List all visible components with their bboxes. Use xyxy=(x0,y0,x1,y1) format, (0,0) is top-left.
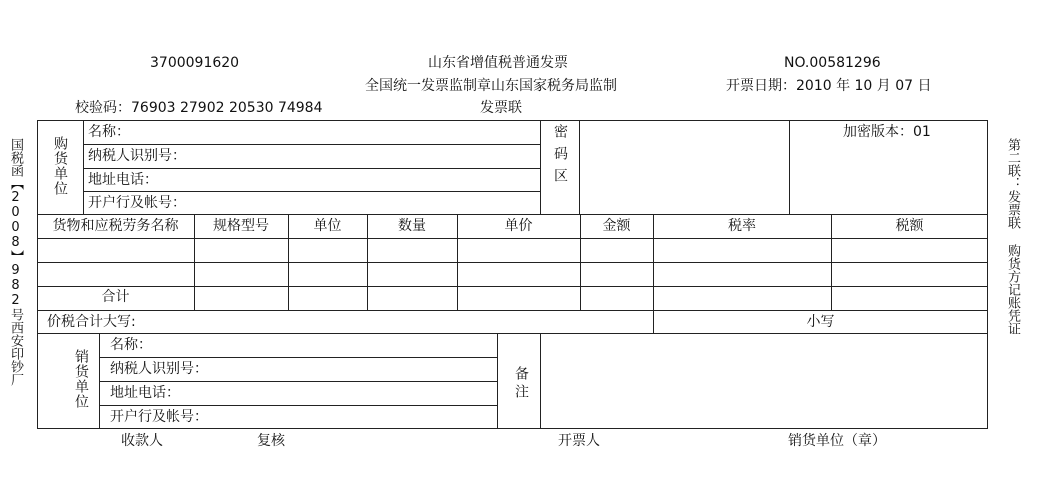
buyer-tax-id-label: 纳税人识别号： xyxy=(88,148,186,164)
encryption-version-value: 01 xyxy=(913,124,931,140)
buyer-row-line xyxy=(83,144,540,145)
buyer-bank-account-label: 开户行及帐号： xyxy=(88,195,186,211)
cipher-divider-right xyxy=(579,120,580,215)
grand-total-line xyxy=(37,333,988,334)
col-header-unit: 单位 xyxy=(313,218,342,234)
invoice-code: 3700091620 xyxy=(150,55,240,71)
seller-row-line xyxy=(99,357,497,358)
col-header-amount: 金额 xyxy=(602,218,631,234)
supervision-text: 全国统一发票监制章山东国家税务局监制 xyxy=(365,78,617,94)
cipher-divider-left xyxy=(540,120,541,215)
seller-row-line xyxy=(99,405,497,406)
payee-label: 收款人 xyxy=(121,433,163,449)
right-side-text: 第二联：发票联 购货方记账凭证 xyxy=(1005,138,1020,335)
left-side-text: 国税函【2008】982号西安印钞厂 xyxy=(8,138,23,386)
seller-address-phone-label: 地址电话： xyxy=(110,385,180,401)
remarks-label: 备注 xyxy=(513,366,529,402)
seller-section-label: 销货单位 xyxy=(73,349,89,409)
cipher-area-label: 密码区 xyxy=(552,124,568,190)
seller-tax-id-label: 纳税人识别号： xyxy=(110,361,208,377)
invoice-title: 山东省增值税普通发票 xyxy=(428,55,568,71)
invoice-number: NO.00581296 xyxy=(784,55,881,71)
seller-name-label: 名称： xyxy=(110,337,152,353)
issue-date-value: 2010 年 10 月 07 日 xyxy=(796,78,932,94)
items-row-line xyxy=(37,286,988,287)
items-row-line xyxy=(37,262,988,263)
issuer-label: 开票人 xyxy=(558,433,600,449)
seller-row-line xyxy=(99,381,497,382)
issue-date-label: 开票日期： xyxy=(726,78,796,94)
seller-bank-account-label: 开户行及帐号： xyxy=(110,409,208,425)
buyer-row-line xyxy=(83,191,540,192)
remarks-divider-right xyxy=(540,333,541,429)
total-row-line xyxy=(37,310,988,311)
col-header-tax-rate: 税率 xyxy=(728,218,756,234)
reviewer-label: 复核 xyxy=(257,433,285,449)
encryption-version-label: 加密版本： xyxy=(843,124,913,140)
copy-name: 发票联 xyxy=(480,100,522,116)
cipher-version-divider xyxy=(789,120,790,215)
seller-seal-label: 销货单位（章） xyxy=(788,433,886,449)
items-header-line xyxy=(37,238,988,239)
capital-total-label: 价税合计大写: xyxy=(47,314,136,330)
col-header-quantity: 数量 xyxy=(398,218,426,234)
col-header-tax-amount: 税额 xyxy=(895,218,924,234)
col-header-goods: 货物和应税劳务名称 xyxy=(52,218,179,234)
buyer-address-phone-label: 地址电话： xyxy=(88,172,158,188)
check-code-value: 76903 27902 20530 74984 xyxy=(131,100,323,116)
buyer-name-label: 名称： xyxy=(88,124,130,140)
col-header-unit-price: 单价 xyxy=(504,218,533,234)
col-header-spec: 规格型号 xyxy=(213,218,269,234)
issue-date xyxy=(726,79,932,93)
check-code xyxy=(75,101,323,115)
total-label: 合计 xyxy=(101,289,130,305)
buyer-section-label: 购货单位 xyxy=(52,136,68,196)
buyer-row-line xyxy=(83,168,540,169)
remarks-divider-left xyxy=(497,333,498,429)
check-code-label: 校验码： xyxy=(75,100,131,116)
items-top-line xyxy=(37,214,988,215)
small-total-label: 小写 xyxy=(806,314,835,330)
encryption-version xyxy=(843,125,931,139)
